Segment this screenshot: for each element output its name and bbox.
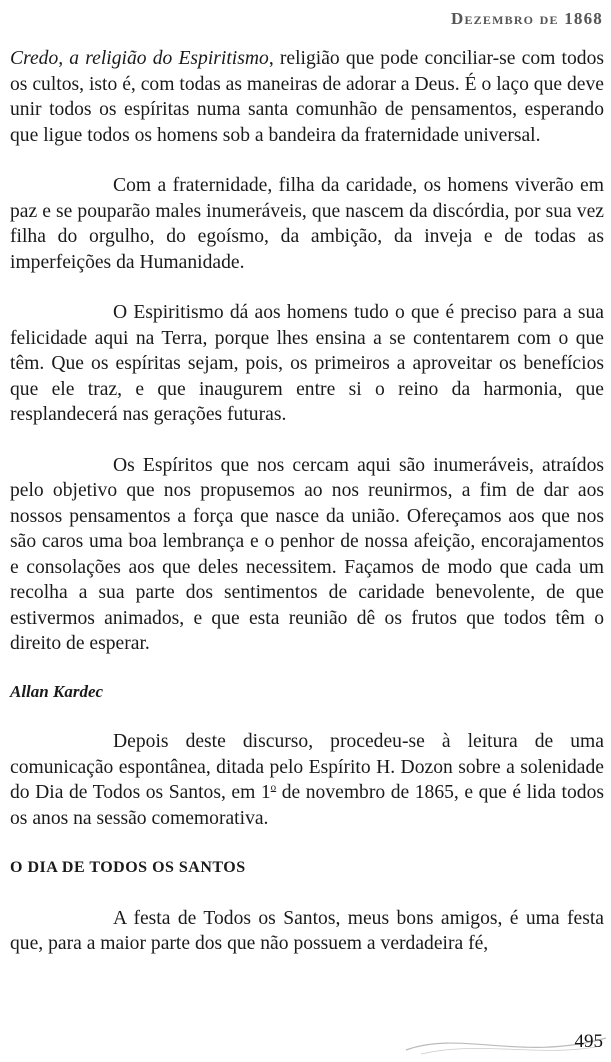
paragraph: O Espiritismo dá aos homens tudo o que é preciso para a sua felicidade aqui na Terra, porque lhes ensina a se contentarem com o que têm. Que os espíritas sejam, pois, os primeiros a aproveitar os benefícios que ele traz, e que inaugurem entre si o reino da harmonia, que resplandecerá nas gerações futuras. bbox=[10, 302, 604, 425]
section-title: O DIA DE TODOS OS SANTOS bbox=[10, 859, 246, 876]
page-number: 495 bbox=[574, 1031, 603, 1052]
paragraph-text: Depois deste discurso, procedeu-se à leitura de uma comunicação espontânea, ditada pelo Espírito H. Dozon sobre a solenidade do Dia de Todos os Santos, em 1 bbox=[10, 731, 604, 803]
paragraph: Com a fraternidade, filha da caridade, os homens viverão em paz e se pouparão males inumeráveis, que nascem da discórdia, por sua vez filha do orgulho, do egoísmo, da ambição, da inveja e de todas as imperfeições da Humanidade. bbox=[10, 175, 604, 273]
emphasized-text: Credo, a religião do Espiritismo bbox=[10, 48, 269, 69]
ordinal-superscript: o bbox=[270, 781, 277, 794]
paragraph: A festa de Todos os Santos, meus bons amigos, é uma festa que, para a maior parte dos que não possuem a verdadeira fé, bbox=[10, 907, 604, 954]
paragraph bbox=[10, 729, 604, 831]
paragraph: Os Espíritos que nos cercam aqui são inumeráveis, atraídos pelo objetivo que nos propusemos ao nos reunirmos, a fim de dar aos nossos pensamentos a força que nasce da união. Ofereçamos aos que nos são caros uma boa lembrança e o penhor de nossa afeição, encorajamentos e consolações aos que deles necessitem. Façamos de modo que cada um recolha a sua parte dos sentimentos de caridade benevolente, de que estivermos animados, e que esta reunião dê os frutos que todos têm o direito de esperar. bbox=[10, 454, 604, 654]
page-body bbox=[10, 46, 604, 957]
paragraph bbox=[10, 46, 604, 148]
running-header: Dezembro de 1868 bbox=[451, 9, 603, 28]
paragraph-text: , religião que pode conciliar-se com todos os cultos, isto é, com todas as maneiras de adorar a Deus. É o laço que deve unir todos os espíritas numa santa comunhão de pensamentos, esperando que ligue todos os homens sob a bandeira da fraternidade universal. bbox=[10, 48, 604, 146]
paragraph-text: de novembro de 1865, e que é lida todos os anos na sessão comemorativa. bbox=[10, 782, 604, 829]
author-signature: Allan Kardec bbox=[10, 681, 104, 701]
